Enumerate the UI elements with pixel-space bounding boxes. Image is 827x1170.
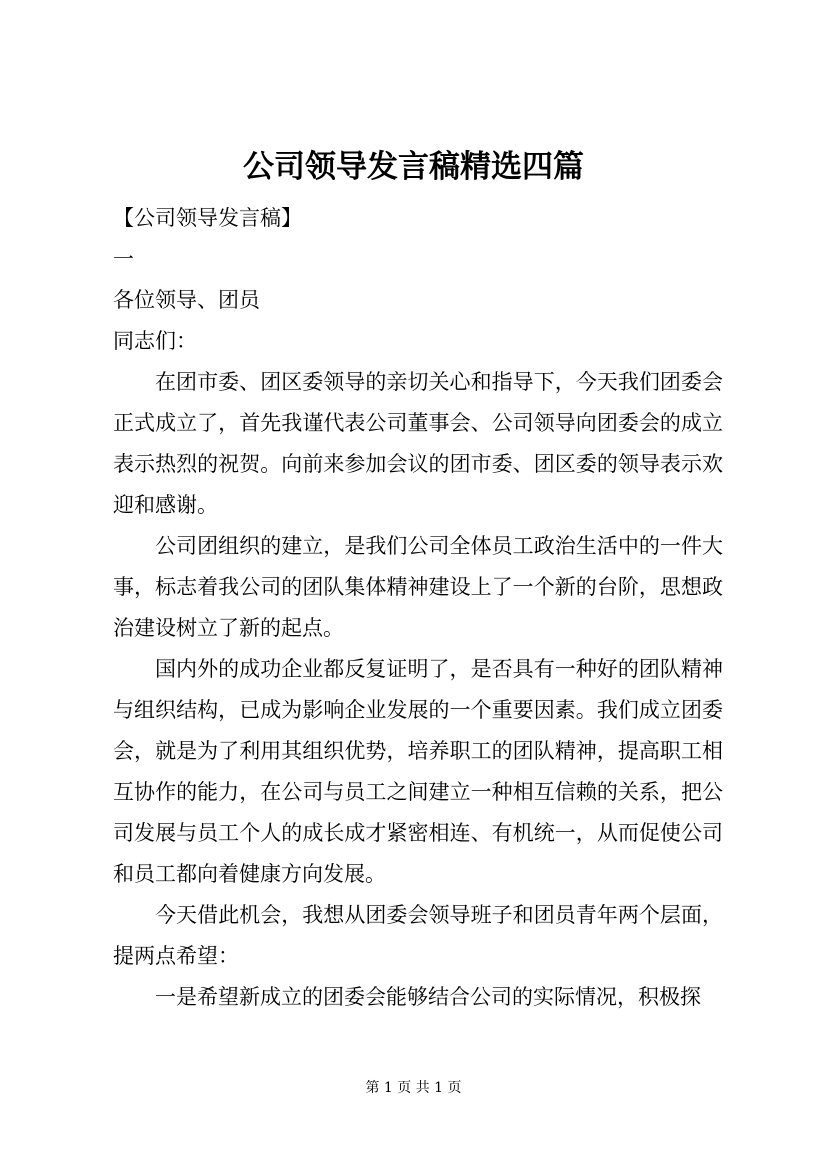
paragraph-5: 一是希望新成立的团委会能够结合公司的实际情况，积极探 [155,985,701,1009]
document-body [113,198,723,1018]
paragraph-3: 国内外的成功企业都反复证明了，是否具有一种好的团队精神与组织结构，已成为影响企业发展的一个重要因素。我们成立团委会，就是为了利用其组织优势，培养职工的团队精神，提高职工相互协作的能力，在公司与员工之间建立一种相互信赖的关系，把公司发展与员工个人的成长成才紧密相连、有机统一，从而促使公司和员工都向着健康方向发展。 [113,657,723,886]
page-footer: 第 1 页 共 1 页 [365,1080,462,1096]
document-title: 公司领导发言稿精选四篇 [243,149,584,185]
section-number: 一 [113,247,134,271]
section-label: 【公司领导发言稿】 [113,206,302,230]
paragraph-2: 公司团组织的建立，是我们公司全体员工政治生活中的一件大事，标志着我公司的团队集体精神建设上了一个新的台阶，思想政治建设树立了新的起点。 [113,534,723,640]
paragraph-4: 今天借此机会，我想从团委会领导班子和团员青年两个层面，提两点希望： [113,903,723,968]
salutation-line-1: 各位领导、团员 [113,288,260,312]
paragraph-1: 在团市委、团区委领导的亲切关心和指导下，今天我们团委会正式成立了，首先我谨代表公司董事会、公司领导向团委会的成立表示热烈的祝贺。向前来参加会议的团市委、团区委的领导表示欢迎和感谢。 [113,370,723,517]
salutation-line-2: 同志们： [113,329,197,353]
